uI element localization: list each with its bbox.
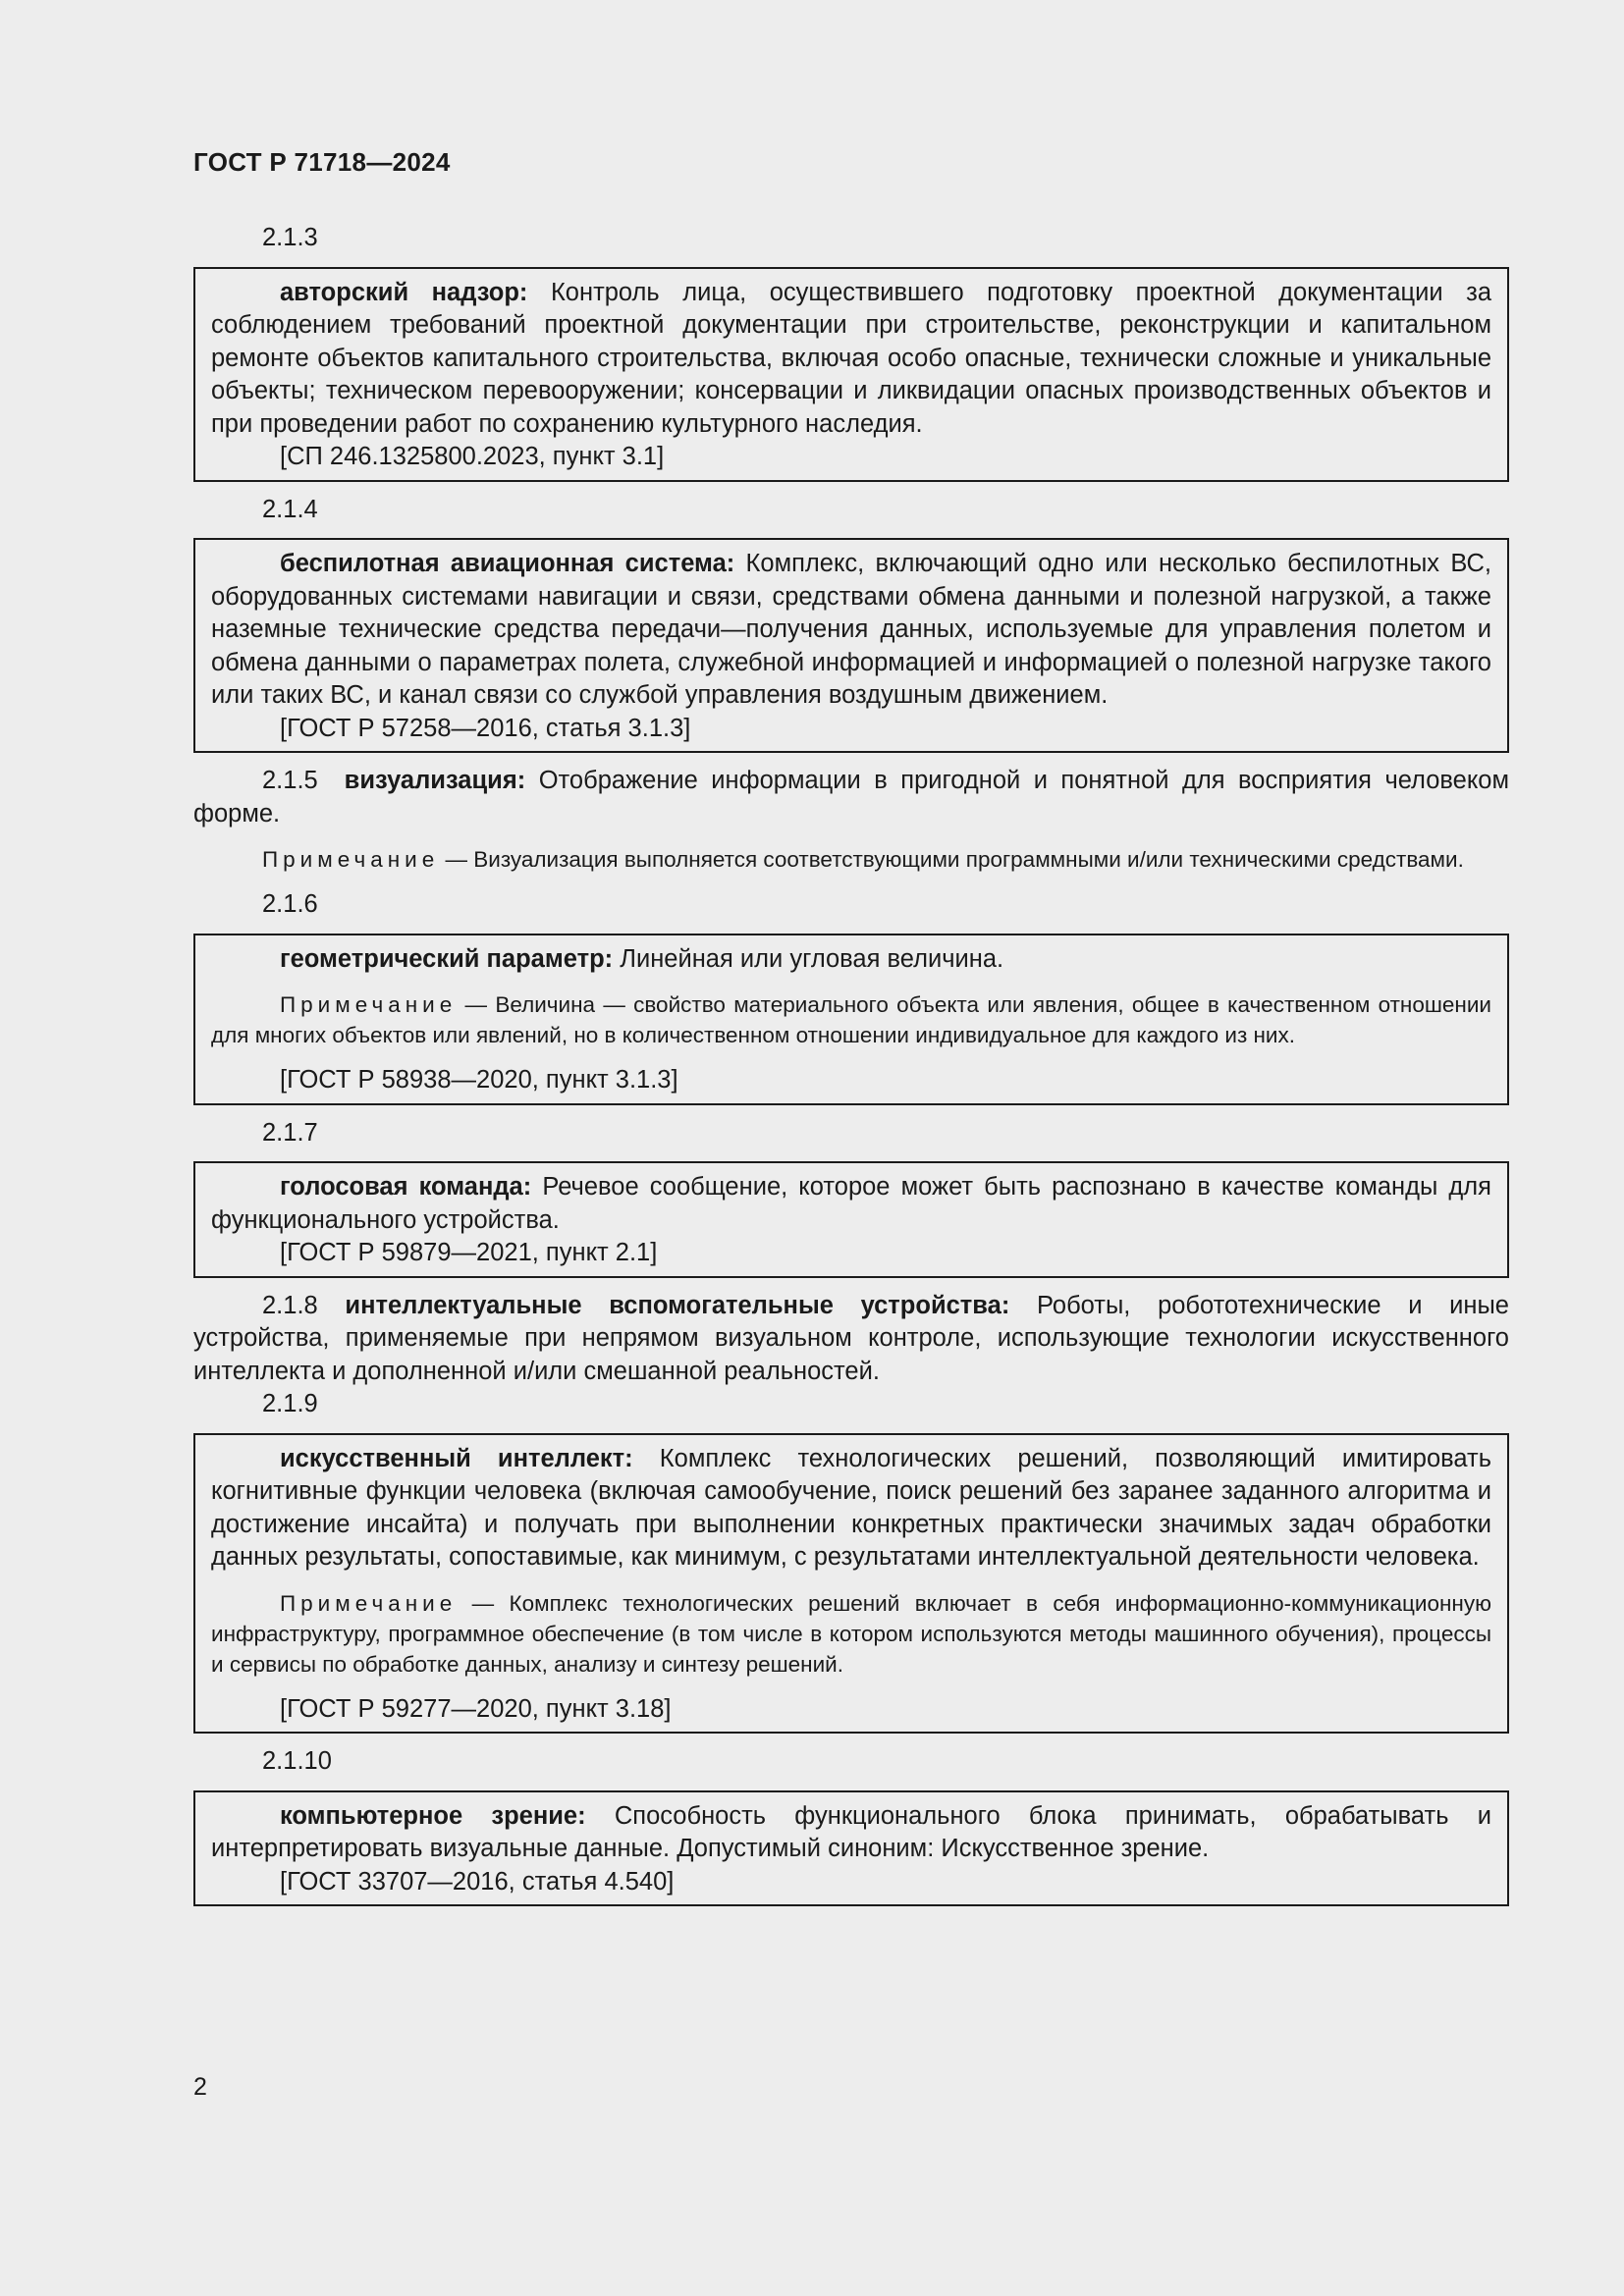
term-number-2-1-4: 2.1.4 — [262, 495, 318, 523]
term-box-2-1-3 — [193, 267, 1509, 482]
term-title: геометрический параметр: — [280, 944, 614, 973]
term-title: голосовая команда: — [280, 1173, 532, 1201]
term-title: визуализация: — [344, 767, 526, 794]
term-box-2-1-6 — [193, 934, 1509, 1105]
term-title: компьютерное зрение: — [280, 1801, 586, 1830]
document-body — [193, 222, 1509, 1918]
term-note-2-1-5 — [193, 844, 1509, 875]
note-label: Примечание — [280, 992, 458, 1017]
term-title: искусственный интеллект: — [280, 1444, 633, 1472]
term-text: Способность функционального блока принимать, обрабатывать и интерпретировать визуальные данные. Допустимый синоним: Искусственное зрение. — [211, 1801, 1491, 1862]
term-note — [211, 989, 1491, 1050]
page-number: 2 — [193, 2073, 207, 2101]
term-number-2-1-10: 2.1.10 — [262, 1747, 332, 1775]
term-definition-2-1-8 — [193, 1290, 1509, 1389]
term-reference: [ГОСТ Р 59277—2020, пункт 3.18] — [280, 1694, 672, 1723]
term-title: беспилотная авиационная система: — [280, 550, 735, 577]
note-label: Примечание — [262, 847, 440, 872]
term-definition — [211, 1171, 1491, 1237]
note-text: — Величина — свойство материального объекта или явления, общее в качественном отношении для многих объектов или явлений, но в количественном отношении индивидуальное для каждого из них. — [211, 992, 1491, 1047]
term-box-2-1-9 — [193, 1433, 1509, 1735]
note-label: Примечание — [280, 1590, 458, 1616]
term-text: Комплекс, включающий одно или несколько беспилотных ВС, оборудованных системами навигации и связи, средствами обмена данными и полезной нагрузкой, а также наземные технические средства передачи—получения данных, используемые для управления полетом и обмена данными о параметрах полета, служебной информацией и информацией о полезной нагрузке такого или таких ВС, и канал связи со службой управления воздушным движением. — [211, 550, 1491, 709]
note-text: — Комплекс технологических решений включает в себя информационно-коммуникационную инфраструктуру, программное обеспечение (в том числе в котором используются методы машинного обучения), процессы и сервисы по обработке данных, анализу и синтезу решений. — [211, 1590, 1491, 1677]
term-text: Речевое сообщение, которое может быть распознано в качестве команды для функционального устройства. — [211, 1173, 1491, 1234]
term-definition — [211, 943, 1491, 977]
term-definition — [211, 1443, 1491, 1575]
term-title: интеллектуальные вспомогательные устройства: — [345, 1291, 1010, 1319]
term-number-2-1-7: 2.1.7 — [262, 1118, 318, 1147]
term-text: Отображение информации в пригодной и понятной для восприятия человеком форме. — [193, 767, 1510, 828]
term-text: Комплекс технологических решений, позволяющий имитировать когнитивные функции человека (включая самообучение, поиск решений без заранее заданного алгоритма и достижение инсайта) и получать при выполнении конкретных практически значимых задач обработки данных результаты, сопоставимые, как минимум, с результатами интеллектуальной деятельности человека. — [211, 1444, 1491, 1571]
term-number: 2.1.5 — [262, 767, 318, 794]
term-number-2-1-3: 2.1.3 — [262, 224, 318, 251]
term-text: Линейная или угловая величина. — [620, 944, 1004, 973]
term-definition — [211, 1800, 1491, 1866]
document-header: ГОСТ Р 71718—2024 — [193, 147, 451, 177]
term-number-2-1-9: 2.1.9 — [262, 1390, 318, 1417]
term-reference: [ГОСТ Р 58938—2020, пункт 3.1.3] — [280, 1066, 678, 1094]
note-text: — Визуализация выполняется соответствующими программными и/или техническими средствами. — [445, 847, 1464, 872]
term-text: Роботы, робототехнические и иные устройства, применяемые при непрямом визуальном контроле, использующие технологии искусственного интеллекта и дополненной и/или смешанной реальностей. — [193, 1291, 1509, 1385]
term-title: авторский надзор: — [280, 278, 528, 306]
term-reference: [ГОСТ 33707—2016, статья 4.540] — [280, 1867, 675, 1896]
term-number-2-1-6: 2.1.6 — [262, 890, 318, 918]
term-number: 2.1.8 — [262, 1291, 318, 1319]
term-box-2-1-10 — [193, 1790, 1509, 1907]
term-reference: [ГОСТ Р 59879—2021, пункт 2.1] — [280, 1239, 658, 1266]
term-reference: [СП 246.1325800.2023, пункт 3.1] — [280, 443, 665, 470]
term-box-2-1-7 — [193, 1161, 1509, 1278]
term-definition-2-1-5 — [193, 765, 1509, 830]
term-definition — [211, 277, 1491, 442]
term-text: Контроль лица, осуществившего подготовку проектной документации за соблюдением требований проектной документации при строительстве, реконструкции и капитальном ремонте объектов капитального строительства, включая особо опасные, технически сложные и уникальные объекты; техническом перевооружении; консервации и ликвидации опасных производственных объектов и при проведении работ по сохранению культурного наследия. — [211, 278, 1491, 438]
term-box-2-1-4 — [193, 538, 1509, 753]
term-note — [211, 1588, 1491, 1680]
term-definition — [211, 548, 1491, 713]
term-reference: [ГОСТ Р 57258—2016, статья 3.1.3] — [280, 714, 691, 742]
